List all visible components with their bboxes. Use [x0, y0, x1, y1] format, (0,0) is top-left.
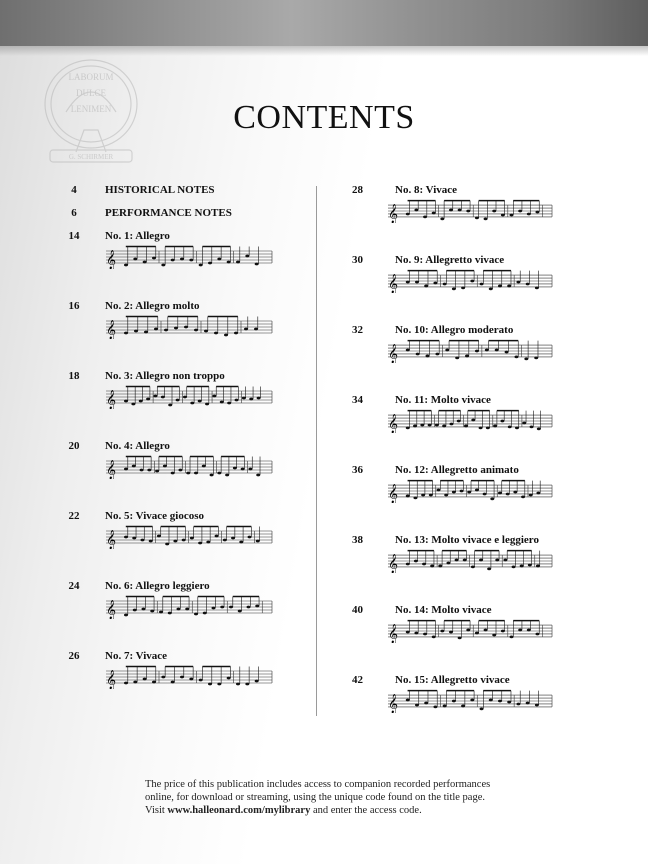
music-incipit [388, 409, 554, 433]
page-number: 4 [71, 184, 77, 196]
entry-title: No. 9: Allegretto vivace [395, 254, 505, 266]
treble-clef-icon: 𝄞 [388, 622, 398, 643]
access-note-line-2: online, for download or streaming, using the unique code found on the title page. [145, 792, 486, 803]
page-number: 20 [68, 440, 80, 452]
music-incipit [106, 665, 274, 689]
music-incipit [388, 689, 554, 713]
access-note-suffix: and enter the access code. [310, 805, 422, 816]
page-number: 14 [68, 230, 80, 242]
page-number: 26 [68, 650, 80, 662]
music-incipit [388, 619, 554, 643]
entry-title: PERFORMANCE NOTES [105, 207, 232, 219]
treble-clef-icon: 𝄞 [388, 552, 398, 573]
seal-line-1: LABORUM [68, 72, 114, 82]
entry-title: No. 7: Vivace [105, 650, 168, 662]
entry-title: No. 4: Allegro [105, 440, 170, 452]
treble-clef-icon: 𝄞 [106, 600, 117, 619]
page-number: 18 [68, 370, 80, 382]
page-number: 24 [68, 580, 80, 592]
treble-clef-icon: 𝄞 [106, 460, 117, 479]
page-number: 40 [352, 604, 363, 616]
treble-clef-icon: 𝄞 [388, 202, 398, 223]
entry-title: No. 8: Vivace [395, 184, 458, 196]
entry-title: No. 13: Molto vivace e leggiero [395, 534, 539, 546]
entry-title: No. 1: Allegro [105, 230, 170, 242]
entry-title: No. 10: Allegro moderato [395, 324, 514, 336]
entry-title: No. 14: Molto vivace [395, 604, 492, 616]
top-gradient-band [0, 0, 648, 46]
entry-title: No. 15: Allegretto vivace [395, 674, 510, 686]
treble-clef-icon: 𝄞 [106, 530, 117, 549]
page-number: 16 [68, 300, 80, 312]
entry-title: No. 2: Allegro molto [105, 300, 200, 312]
page-number: 38 [352, 534, 363, 546]
treble-clef-icon: 𝄞 [388, 692, 398, 713]
music-incipit [388, 199, 554, 223]
page-number: 22 [68, 510, 80, 522]
treble-clef-icon: 𝄞 [388, 482, 398, 503]
music-incipit [388, 339, 554, 363]
page-number: 34 [352, 394, 363, 406]
entry-title: HISTORICAL NOTES [105, 184, 215, 196]
entry-title: No. 12: Allegretto animato [395, 464, 519, 476]
entry-title: No. 5: Vivace giocoso [105, 510, 204, 522]
page-number: 32 [352, 324, 363, 336]
music-incipit [388, 549, 554, 573]
access-note-line-1: The price of this publication includes access to companion recorded performances [145, 779, 491, 790]
library-url-link[interactable]: www.halleonard.com/mylibrary [167, 805, 311, 816]
page-number: 6 [71, 207, 77, 219]
seal-line-3: LENIMEN [70, 104, 112, 114]
music-incipit [106, 525, 274, 549]
page-number: 28 [352, 184, 363, 196]
column-divider [316, 186, 317, 716]
treble-clef-icon: 𝄞 [388, 412, 398, 433]
access-note-visit: Visit [145, 805, 168, 816]
treble-clef-icon: 𝄞 [106, 390, 117, 409]
entry-title: No. 11: Molto vivace [395, 394, 491, 406]
page-number: 30 [352, 254, 363, 266]
page-title: CONTENTS [233, 98, 415, 136]
music-incipit [106, 455, 274, 479]
music-incipit [106, 315, 274, 339]
music-incipit [106, 245, 274, 269]
treble-clef-icon: 𝄞 [106, 250, 117, 269]
seal-band-text: G. SCHIRMER [68, 153, 114, 161]
treble-clef-icon: 𝄞 [106, 670, 117, 689]
treble-clef-icon: 𝄞 [106, 320, 117, 339]
treble-clef-icon: 𝄞 [388, 342, 398, 363]
treble-clef-icon: 𝄞 [388, 272, 398, 293]
page-number: 36 [352, 464, 363, 476]
entry-title: No. 3: Allegro non troppo [105, 370, 225, 382]
music-incipit [388, 479, 554, 503]
music-incipit [106, 595, 274, 619]
music-incipit [106, 385, 274, 409]
page-number: 42 [352, 674, 363, 686]
seal-line-2: DULCE [76, 88, 106, 98]
music-incipit [388, 269, 554, 293]
entry-title: No. 6: Allegro leggiero [105, 580, 210, 592]
access-note-line-3 [145, 804, 565, 817]
access-note [145, 778, 565, 817]
